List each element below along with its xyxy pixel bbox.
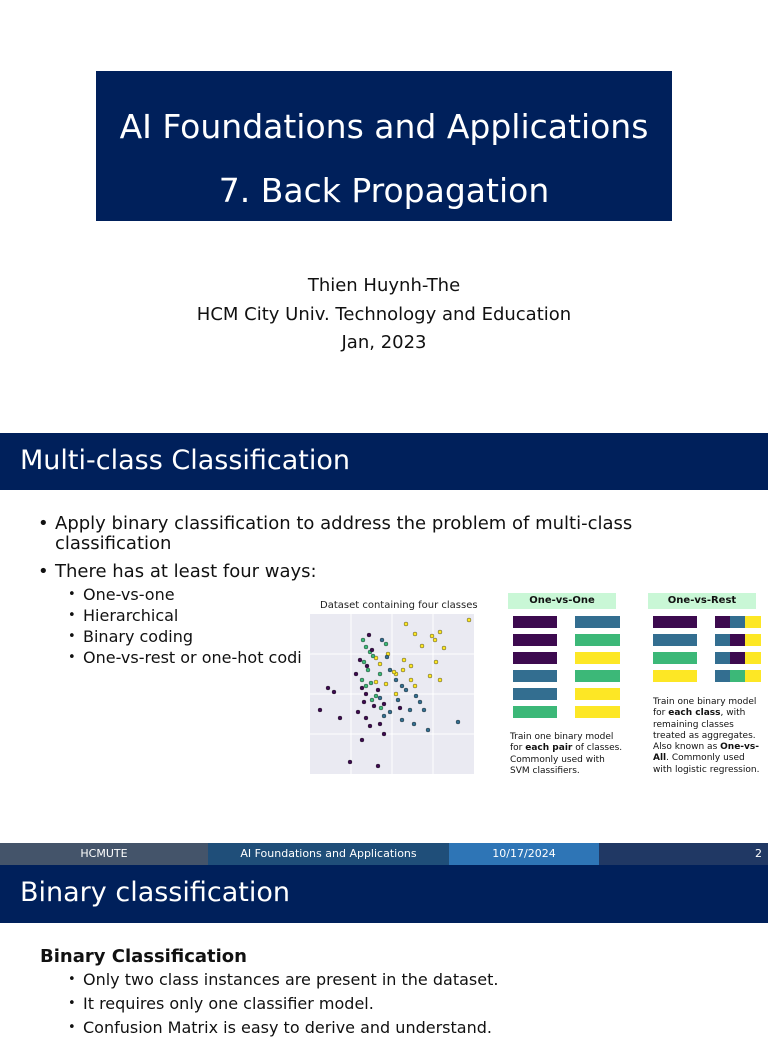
- ovr-bar-segment: [730, 634, 745, 646]
- scatter-point: [374, 680, 378, 684]
- scatter-point: [382, 714, 386, 718]
- one-vs-rest-label: One-vs-Rest: [648, 593, 756, 609]
- scatter-point: [378, 696, 382, 700]
- scatter-point: [404, 688, 408, 692]
- scatter-point: [438, 678, 442, 682]
- slide-title: Binary classification: [20, 877, 290, 908]
- scatter-point: [370, 698, 374, 702]
- scatter-point: [413, 632, 417, 636]
- scatter-point: [394, 692, 398, 696]
- scatter-point: [378, 672, 382, 676]
- scatter-point: [408, 708, 412, 712]
- slide-header: [0, 433, 768, 490]
- scatter-point: [430, 634, 434, 638]
- ovo-bar-left: [513, 670, 557, 682]
- scatter-point: [364, 716, 368, 720]
- scatter-point: [360, 738, 364, 742]
- ovr-bar-segment: [745, 670, 761, 682]
- section-heading: Binary Classification: [40, 946, 247, 967]
- caption-text: for: [653, 708, 669, 719]
- scatter-point: [426, 728, 430, 732]
- caption-line: [653, 765, 759, 776]
- caption-line: [510, 755, 622, 766]
- sub-bullet-text: One-vs-rest or one-hot codi: [83, 648, 302, 667]
- scatter-point: [360, 686, 364, 690]
- ovr-bar-segment: [745, 634, 761, 646]
- bullet-dot: •: [68, 972, 76, 987]
- scatter-point: [367, 633, 371, 637]
- one-vs-one-label: One-vs-One: [508, 593, 616, 609]
- author-block: [0, 272, 768, 358]
- caption-bold: each class: [668, 708, 721, 719]
- scatter-point: [326, 686, 330, 690]
- scatter-point: [456, 720, 460, 724]
- scatter-point: [404, 622, 408, 626]
- scatter-point: [379, 706, 383, 710]
- scatter-plot: [310, 614, 474, 774]
- caption-text: Train one binary model: [510, 732, 614, 742]
- bullet-dot: •: [68, 1020, 76, 1035]
- caption-text: , with: [720, 708, 746, 719]
- ovo-caption: [510, 732, 622, 777]
- scatter-point: [413, 684, 417, 688]
- sub-bullet-text: Hierarchical: [83, 606, 179, 625]
- slide-footer: [0, 843, 768, 865]
- bullet-list: [40, 968, 740, 1040]
- scatter-point: [362, 660, 366, 664]
- scatter-point: [370, 648, 374, 652]
- scatter-point: [360, 678, 364, 682]
- scatter-point: [362, 700, 366, 704]
- caption-line: [653, 697, 759, 708]
- scatter-point: [434, 660, 438, 664]
- scatter-point: [438, 630, 442, 634]
- scatter-point: [398, 706, 402, 710]
- ovo-bar-right: [575, 706, 620, 718]
- scatter-point: [400, 718, 404, 722]
- lecture-title: 7. Back Propagation: [218, 171, 550, 210]
- scatter-point: [394, 678, 398, 682]
- caption-text: Also known as: [653, 742, 721, 753]
- ovr-bar-segment: [715, 652, 730, 664]
- scatter-point: [420, 644, 424, 648]
- caption-text: for: [510, 743, 526, 754]
- sub-bullet-text: One-vs-one: [83, 585, 175, 604]
- scatter-point: [388, 668, 392, 672]
- footer-date: 10/17/2024: [449, 843, 599, 865]
- scatter-point: [364, 645, 368, 649]
- ovo-bar-right: [575, 688, 620, 700]
- scatter-point: [382, 732, 386, 736]
- scatter-point: [332, 690, 336, 694]
- ovr-bar-segment: [745, 616, 761, 628]
- footer-page-number: [599, 843, 768, 865]
- ovo-bar-left: [513, 652, 557, 664]
- slide-header: [0, 865, 768, 923]
- bullet-item: [68, 968, 740, 992]
- scatter-point: [361, 638, 365, 642]
- bullet-text: Only two class instances are present in the dataset.: [83, 970, 499, 989]
- bullet-dot: •: [68, 996, 76, 1011]
- title-banner: [96, 71, 672, 221]
- scatter-point: [372, 704, 376, 708]
- scatter-svg: [310, 614, 474, 774]
- bullet-item: [68, 1016, 740, 1040]
- scatter-point: [376, 688, 380, 692]
- footer-org: HCMUTE: [0, 843, 208, 865]
- caption-line: [653, 742, 759, 753]
- scatter-point: [369, 681, 373, 685]
- caption-bold: each pair: [525, 743, 573, 754]
- caption-text: treated as aggregates.: [653, 730, 756, 741]
- ovo-bar-left: [513, 706, 557, 718]
- ovo-bar-right: [575, 616, 620, 628]
- ovr-bar-segment: [730, 652, 745, 664]
- bullet-item: [68, 992, 740, 1016]
- bullet-text: Apply binary classification to address the problem of multi-class classification: [55, 513, 633, 554]
- scatter-point: [338, 716, 342, 720]
- ovo-bar-right: [575, 670, 620, 682]
- ovo-bar-right: [575, 652, 620, 664]
- ovr-bar-left: [653, 616, 697, 628]
- scatter-point: [364, 684, 368, 688]
- scatter-point: [356, 710, 360, 714]
- scatter-point: [382, 702, 386, 706]
- ovr-bar-segment: [715, 670, 730, 682]
- scatter-point: [467, 618, 471, 622]
- scatter-point: [384, 682, 388, 686]
- scatter-point: [371, 654, 375, 658]
- scatter-point: [392, 670, 396, 674]
- affiliation: HCM City Univ. Technology and Education: [196, 303, 572, 325]
- caption-bold: All: [653, 753, 667, 764]
- scatter-point: [418, 700, 422, 704]
- ovr-caption: [653, 697, 759, 776]
- caption-text: with logistic regression.: [653, 764, 760, 775]
- ovr-bar-left: [653, 652, 697, 664]
- ovr-bar-segment: [715, 616, 730, 628]
- page-number: 2: [755, 847, 762, 860]
- scatter-title: Dataset containing four classes: [320, 600, 478, 611]
- caption-text: Train one binary model: [653, 697, 757, 707]
- bullet-dot: •: [38, 561, 49, 582]
- ovo-bar-left: [513, 634, 557, 646]
- scatter-point: [400, 684, 404, 688]
- caption-line: [510, 766, 622, 777]
- scatter-point: [402, 658, 406, 662]
- caption-line: [510, 743, 622, 754]
- ovr-bar-segment: [730, 616, 745, 628]
- bullet-dot: •: [68, 650, 76, 665]
- scatter-point: [348, 760, 352, 764]
- scatter-point: [318, 708, 322, 712]
- scatter-point: [380, 638, 384, 642]
- scatter-point: [364, 692, 368, 696]
- multiclass-strategy-figure: [304, 590, 768, 790]
- scatter-point: [442, 646, 446, 650]
- ovo-bar-right: [575, 634, 620, 646]
- scatter-point: [368, 724, 372, 728]
- scatter-point: [409, 678, 413, 682]
- scatter-point: [396, 698, 400, 702]
- bullet-item: [38, 562, 698, 582]
- scatter-point: [365, 664, 369, 668]
- bullet-text: Confusion Matrix is easy to derive and understand.: [83, 1018, 492, 1037]
- scatter-point: [412, 722, 416, 726]
- bullet-text: There has at least four ways:: [55, 561, 317, 582]
- bullet-dot: •: [68, 608, 76, 623]
- presentation-date: Jan, 2023: [341, 332, 427, 353]
- caption-line: [653, 708, 759, 719]
- caption-text: . Commonly used: [666, 753, 745, 764]
- slide-title: Multi-class Classification: [20, 445, 350, 476]
- scatter-point: [422, 708, 426, 712]
- scatter-point: [376, 764, 380, 768]
- scatter-point: [428, 674, 432, 678]
- scatter-point: [385, 655, 389, 659]
- bullet-item: [38, 514, 698, 554]
- caption-text: SVM classifiers.: [510, 765, 580, 776]
- scatter-point: [378, 722, 382, 726]
- scatter-point: [366, 668, 370, 672]
- bullet-dot: •: [68, 629, 76, 644]
- footer-course: AI Foundations and Applications: [208, 843, 449, 865]
- bullet-dot: •: [68, 587, 76, 602]
- sub-bullet-text: Binary coding: [83, 627, 193, 646]
- scatter-point: [433, 638, 437, 642]
- caption-line: [653, 753, 759, 764]
- ovo-bar-left: [513, 688, 557, 700]
- author-name: Thien Huynh-The: [307, 275, 461, 296]
- scatter-point: [354, 672, 358, 676]
- scatter-point: [388, 710, 392, 714]
- scatter-point: [401, 668, 405, 672]
- deck-title: AI Foundations and Applications: [119, 107, 649, 146]
- scatter-point: [409, 664, 413, 668]
- caption-text: remaining classes: [653, 719, 734, 730]
- scatter-point: [374, 694, 378, 698]
- caption-bold: One-vs-: [720, 742, 759, 753]
- scatter-point: [358, 658, 362, 662]
- ovr-bar-segment: [745, 652, 761, 664]
- bullet-dot: •: [38, 513, 49, 534]
- ovo-bar-left: [513, 616, 557, 628]
- caption-text: Commonly used with: [510, 754, 605, 765]
- caption-text: of classes.: [572, 743, 623, 754]
- caption-line: [653, 731, 759, 742]
- ovr-bar-left: [653, 634, 697, 646]
- scatter-point: [378, 662, 382, 666]
- ovr-bar-segment: [715, 634, 730, 646]
- bullet-text: It requires only one classifier model.: [83, 994, 374, 1013]
- caption-line: [510, 732, 622, 743]
- scatter-point: [384, 642, 388, 646]
- scatter-point: [414, 694, 418, 698]
- ovr-bar-segment: [730, 670, 745, 682]
- ovr-bar-left: [653, 670, 697, 682]
- caption-line: [653, 720, 759, 731]
